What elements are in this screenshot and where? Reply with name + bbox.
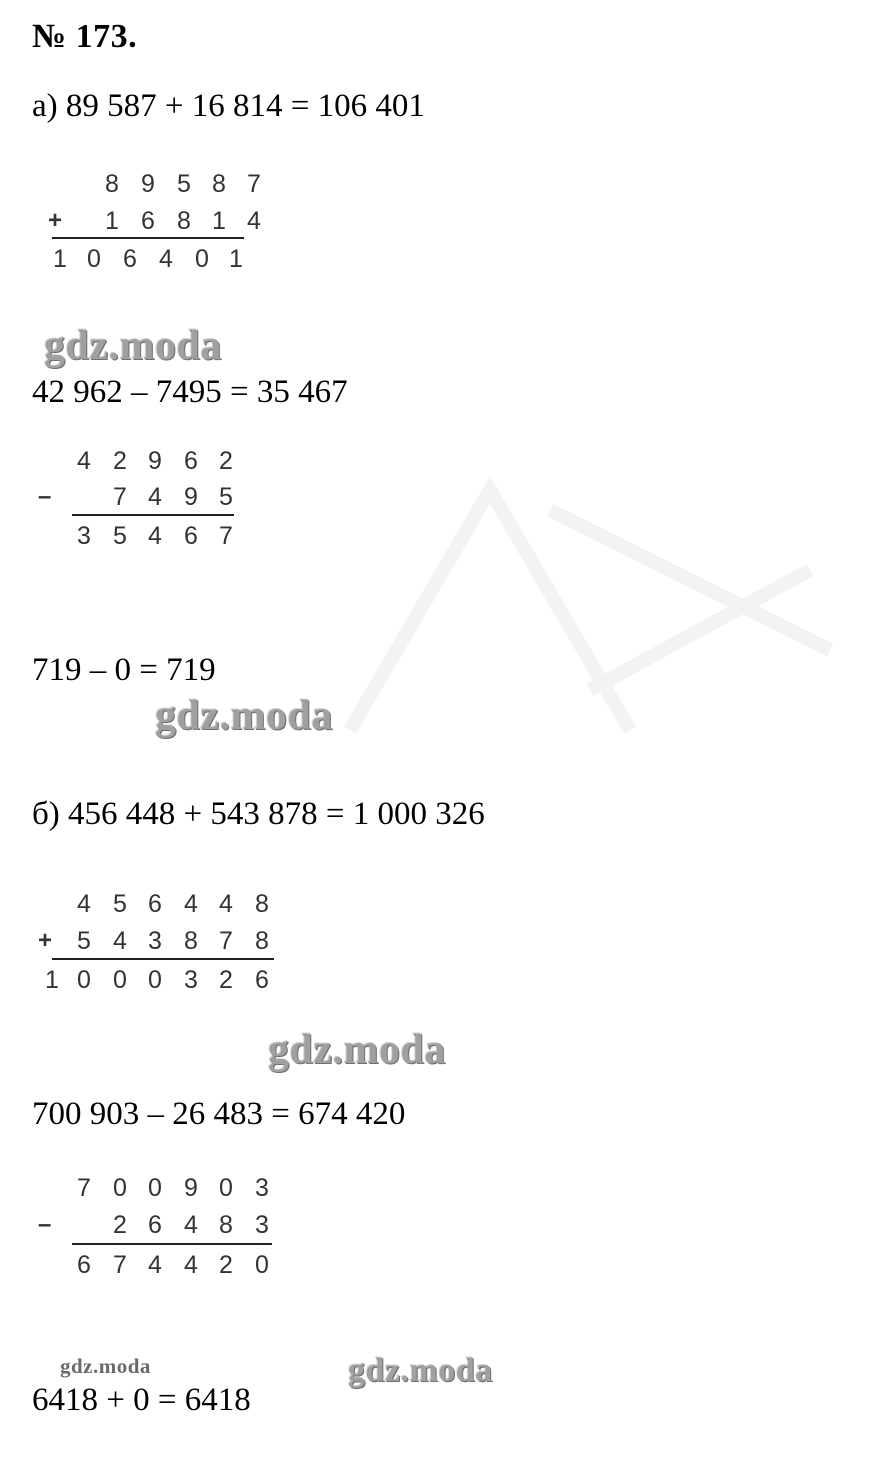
equation-b1: б) 456 448 + 543 878 = 1 000 326 — [32, 796, 485, 832]
digit: 6 — [255, 966, 269, 994]
digit: 1 — [105, 207, 119, 235]
digit: 4 — [219, 890, 233, 918]
digit: 6 — [148, 1211, 162, 1239]
digit: 7 — [219, 522, 233, 550]
digit: 4 — [148, 483, 162, 511]
digit: 7 — [113, 483, 127, 511]
result-line — [72, 514, 234, 516]
digit: 6 — [184, 522, 198, 550]
digit: 0 — [195, 245, 209, 273]
minus-sign: – — [38, 1211, 52, 1238]
watermark-logo: gdz.moda — [348, 1352, 493, 1389]
digit: 8 — [212, 170, 226, 198]
digit: 4 — [184, 890, 198, 918]
equation-b2: 700 903 – 26 483 = 674 420 — [32, 1096, 406, 1132]
digit: 2 — [219, 447, 233, 475]
digit: 3 — [148, 927, 162, 955]
digit: 4 — [159, 245, 173, 273]
result-line — [52, 237, 244, 239]
digit: 9 — [141, 170, 155, 198]
digit: 0 — [87, 245, 101, 273]
result-line — [52, 958, 274, 960]
plus-sign: + — [38, 927, 53, 954]
digit: 4 — [148, 522, 162, 550]
digit: 3 — [184, 966, 198, 994]
digit: 4 — [77, 447, 91, 475]
equation-a2: 42 962 – 7495 = 35 467 — [32, 374, 348, 410]
digit: 3 — [77, 522, 91, 550]
minus-sign: – — [38, 483, 52, 510]
digit: 4 — [77, 890, 91, 918]
digit: 8 — [255, 890, 269, 918]
digit: 9 — [148, 447, 162, 475]
digit: 8 — [255, 927, 269, 955]
digit: 1 — [45, 966, 59, 994]
digit: 6 — [184, 447, 198, 475]
digit: 5 — [113, 522, 127, 550]
digit: 6 — [141, 207, 155, 235]
digit: 2 — [219, 966, 233, 994]
digit: 8 — [219, 1211, 233, 1239]
digit: 2 — [219, 1251, 233, 1279]
digit: 3 — [255, 1174, 269, 1202]
digit: 5 — [113, 890, 127, 918]
watermark-logo: gdz.moda — [268, 1027, 446, 1073]
digit: 1 — [229, 245, 243, 273]
digit: 4 — [113, 927, 127, 955]
digit: 0 — [219, 1174, 233, 1202]
digit: 0 — [77, 966, 91, 994]
digit: 5 — [77, 927, 91, 955]
digit: 7 — [247, 170, 261, 198]
digit: 6 — [148, 890, 162, 918]
digit: 8 — [105, 170, 119, 198]
watermark-logo: gdz.moda — [44, 323, 222, 369]
digit: 4 — [247, 207, 261, 235]
equation-a1: а) 89 587 + 16 814 = 106 401 — [32, 88, 425, 124]
digit: 0 — [148, 1174, 162, 1202]
digit: 1 — [212, 207, 226, 235]
watermark-logo: gdz.moda — [155, 693, 333, 739]
result-line — [72, 1243, 272, 1245]
digit: 0 — [113, 1174, 127, 1202]
problem-number: № 173. — [32, 18, 138, 55]
digit: 4 — [184, 1251, 198, 1279]
digit: 2 — [113, 1211, 127, 1239]
digit: 6 — [123, 245, 137, 273]
digit: 4 — [184, 1211, 198, 1239]
digit: 8 — [177, 207, 191, 235]
digit: 1 — [53, 245, 67, 273]
watermark-logo-small: gdz.moda — [60, 1354, 151, 1378]
digit: 8 — [184, 927, 198, 955]
plus-sign: + — [48, 207, 63, 234]
digit: 9 — [184, 1174, 198, 1202]
digit: 0 — [113, 966, 127, 994]
digit: 0 — [255, 1251, 269, 1279]
digit: 6 — [77, 1251, 91, 1279]
digit: 9 — [184, 483, 198, 511]
digit: 7 — [77, 1174, 91, 1202]
digit: 0 — [148, 966, 162, 994]
digit: 2 — [113, 447, 127, 475]
digit: 4 — [148, 1251, 162, 1279]
digit: 5 — [219, 483, 233, 511]
equation-a3: 719 – 0 = 719 — [32, 652, 216, 688]
digit: 5 — [177, 170, 191, 198]
equation-b3: 6418 + 0 = 6418 — [32, 1382, 251, 1418]
faint-background-watermark — [330, 450, 850, 750]
digit: 7 — [113, 1251, 127, 1279]
digit: 7 — [219, 927, 233, 955]
digit: 3 — [255, 1211, 269, 1239]
